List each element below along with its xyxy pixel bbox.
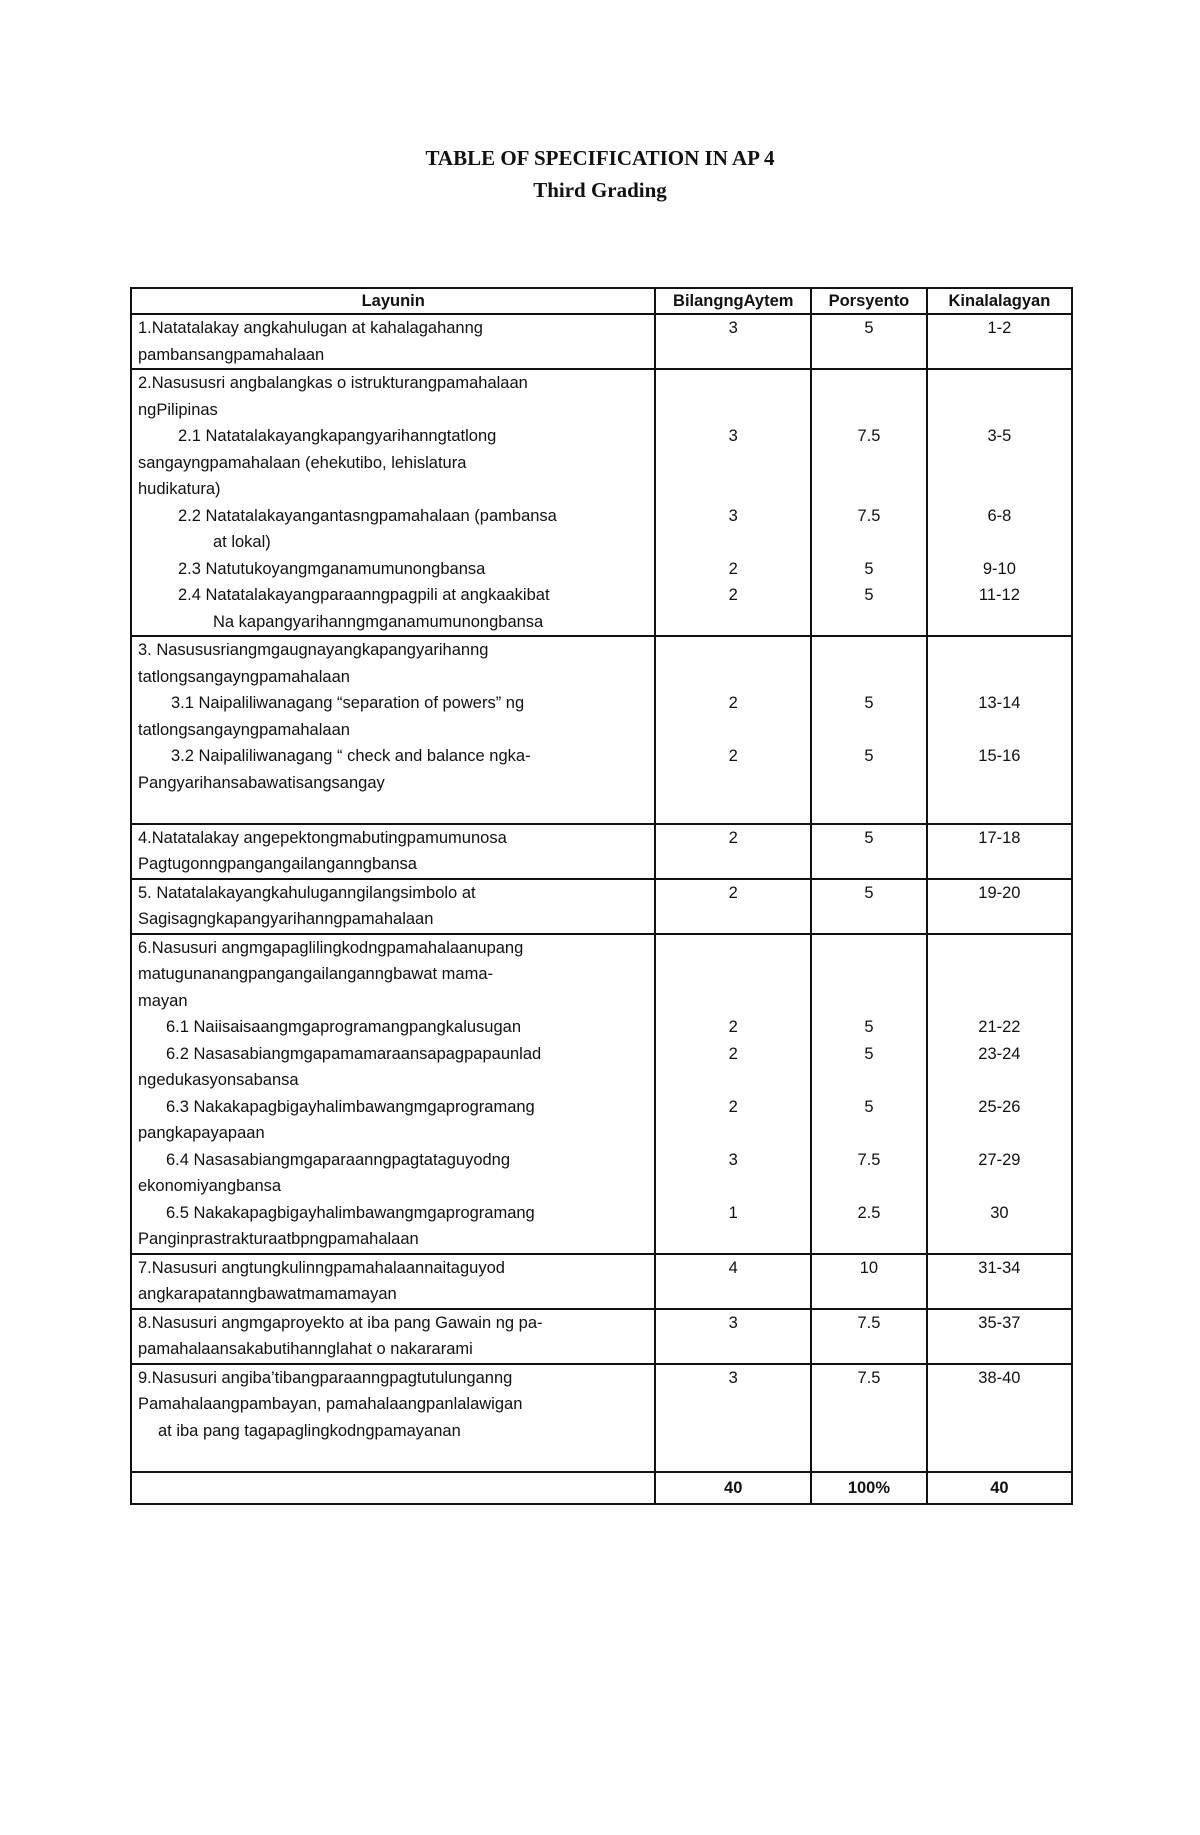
objective-line: Pagtugonngpangangailanganngbansa bbox=[138, 855, 417, 873]
percent-cell bbox=[811, 879, 927, 934]
location-cell bbox=[927, 314, 1072, 369]
objective-line: 1.Natatalakay angkahulugan at kahalagahanng bbox=[138, 319, 483, 337]
page-title: TABLE OF SPECIFICATION IN AP 4 bbox=[425, 146, 775, 170]
location-value bbox=[934, 370, 1065, 397]
objective-line: Pangyarihansabawatisangsangay bbox=[138, 773, 385, 792]
table-row bbox=[131, 636, 1072, 824]
percent-value: 5 bbox=[864, 1097, 874, 1116]
percent-value: 5 bbox=[864, 1018, 874, 1036]
objective-line: 8.Nasusuri angmgaproyekto at iba pang Gawain ng pa- bbox=[138, 1313, 543, 1332]
percent-value bbox=[818, 397, 920, 424]
location-value bbox=[934, 988, 1065, 1015]
item-count-value bbox=[662, 609, 804, 636]
objective-line: hudikatura) bbox=[138, 480, 221, 498]
location-value: 19-20 bbox=[978, 883, 1021, 902]
percent-value: 5 bbox=[864, 883, 874, 902]
location-value: 6-8 bbox=[987, 506, 1012, 525]
percent-value bbox=[818, 370, 920, 397]
percent-value bbox=[818, 935, 920, 962]
item-count-value bbox=[662, 1226, 804, 1253]
table-header-row bbox=[131, 288, 1072, 314]
location-value: 17-18 bbox=[978, 828, 1021, 847]
table-row bbox=[131, 369, 1072, 636]
item-count-cell bbox=[655, 1254, 811, 1309]
item-count-value bbox=[662, 906, 804, 933]
column-header-layunin: Layunin bbox=[131, 288, 655, 314]
item-count-value bbox=[662, 770, 804, 797]
location-value: 31-34 bbox=[978, 1258, 1021, 1277]
total-row bbox=[131, 1472, 1072, 1504]
item-count-value bbox=[662, 1173, 804, 1200]
location-value bbox=[934, 1067, 1065, 1094]
item-count-value bbox=[662, 796, 804, 823]
objective-line: Panginprastrakturaatbpngpamahalaan bbox=[138, 1230, 419, 1248]
objective-line: 3. Nasususriangmgaugnayangkapangyarihanng bbox=[138, 641, 489, 659]
location-cell bbox=[927, 1364, 1072, 1472]
location-value: 9-10 bbox=[982, 559, 1016, 578]
table-row bbox=[131, 314, 1072, 369]
objective-line: at lokal) bbox=[213, 533, 271, 551]
objective-line: 2.4 Natatalakayangparaanngpagpili at angkaakibat bbox=[178, 586, 550, 604]
percent-value bbox=[818, 1226, 920, 1253]
item-count-value: 3 bbox=[728, 1368, 738, 1387]
percent-value: 5 bbox=[864, 559, 874, 578]
item-count-value bbox=[662, 1391, 804, 1418]
objective-line: ngedukasyonsabansa bbox=[138, 1071, 299, 1089]
percent-value: 5 bbox=[864, 1044, 874, 1063]
page-subtitle: Third Grading bbox=[533, 178, 667, 202]
item-count-cell bbox=[655, 314, 811, 369]
item-count-value: 1 bbox=[728, 1203, 738, 1222]
item-count-value: 2 bbox=[728, 1018, 738, 1036]
item-count-value bbox=[662, 1067, 804, 1094]
column-header-kinalalagyan: Kinalalagyan bbox=[927, 288, 1072, 314]
table-row bbox=[131, 934, 1072, 1254]
item-count-cell bbox=[655, 934, 811, 1254]
item-count-value: 3 bbox=[728, 1150, 738, 1169]
location-value bbox=[934, 397, 1065, 424]
item-count-value bbox=[662, 397, 804, 424]
item-count-value bbox=[662, 851, 804, 878]
percent-value bbox=[818, 476, 920, 503]
objective-line: pangkapayapaan bbox=[138, 1124, 265, 1142]
objective-line: 6.Nasusuri angmgapaglilingkodngpamahalaanupang bbox=[138, 938, 524, 957]
column-header-bilang: BilangngAytem bbox=[655, 288, 811, 314]
objective-line: 2.Nasususri angbalangkas o istrukturangpamahalaan bbox=[138, 374, 528, 392]
objective-cell bbox=[131, 1364, 655, 1472]
location-value bbox=[934, 1336, 1065, 1363]
location-value: 13-14 bbox=[978, 694, 1021, 712]
objective-cell bbox=[131, 314, 655, 369]
location-value bbox=[934, 1226, 1065, 1253]
objective-line: pambansangpamahalaan bbox=[138, 345, 325, 364]
item-count-value bbox=[662, 1120, 804, 1147]
item-count-value: 3 bbox=[728, 506, 738, 525]
location-cell bbox=[927, 1254, 1072, 1309]
item-count-value: 2 bbox=[728, 747, 738, 765]
objective-line: ekonomiyangbansa bbox=[138, 1177, 282, 1195]
location-value: 38-40 bbox=[978, 1368, 1021, 1387]
location-value bbox=[934, 770, 1065, 797]
objective-line: 5. Natatalakayangkahuluganngilangsimbolo at bbox=[138, 883, 476, 902]
location-value bbox=[934, 529, 1065, 556]
item-count-value: 3 bbox=[728, 319, 738, 337]
location-value bbox=[934, 796, 1065, 823]
location-value bbox=[934, 1281, 1065, 1308]
location-cell bbox=[927, 1309, 1072, 1364]
location-value: 1-2 bbox=[987, 319, 1012, 337]
percent-value: 7.5 bbox=[857, 506, 881, 525]
objective-line: 4.Natatalakay angepektongmabutingpamumunosa bbox=[138, 828, 507, 847]
location-value bbox=[934, 717, 1065, 744]
item-count-value: 2 bbox=[728, 559, 738, 578]
percent-value bbox=[818, 770, 920, 797]
location-value bbox=[934, 1444, 1065, 1471]
location-value bbox=[934, 935, 1065, 962]
percent-value bbox=[818, 1281, 920, 1308]
percent-value: 7.5 bbox=[857, 1368, 881, 1387]
location-value bbox=[934, 961, 1065, 988]
percent-value bbox=[818, 609, 920, 636]
percent-value bbox=[818, 664, 920, 691]
location-value: 11-12 bbox=[978, 586, 1020, 604]
item-count-value bbox=[662, 988, 804, 1015]
table-row bbox=[131, 879, 1072, 934]
table-row bbox=[131, 824, 1072, 879]
item-count-value: 4 bbox=[728, 1258, 738, 1277]
percent-value bbox=[818, 1067, 920, 1094]
item-count-value: 3 bbox=[728, 1313, 738, 1332]
objective-line: 6.3 Nakakapagbigayhalimbawangmgaprogramang bbox=[166, 1097, 535, 1116]
item-count-value bbox=[662, 935, 804, 962]
percent-value bbox=[818, 529, 920, 556]
item-count-value: 2 bbox=[728, 1044, 738, 1063]
percent-value bbox=[818, 961, 920, 988]
item-count-value bbox=[662, 450, 804, 477]
column-header-porsyento: Porsyento bbox=[811, 288, 927, 314]
percent-cell bbox=[811, 1254, 927, 1309]
percent-value bbox=[818, 796, 920, 823]
percent-value bbox=[818, 1336, 920, 1363]
item-count-value: 2 bbox=[728, 828, 738, 847]
percent-value bbox=[818, 637, 920, 664]
item-count-value bbox=[662, 1444, 804, 1471]
objective-cell bbox=[131, 636, 655, 824]
location-value bbox=[934, 906, 1065, 933]
objective-line: Sagisagngkapangyarihanngpamahalaan bbox=[138, 910, 434, 928]
objective-cell bbox=[131, 879, 655, 934]
objective-line: 7.Nasusuri angtungkulinngpamahalaannaitaguyod bbox=[138, 1258, 505, 1277]
percent-value bbox=[818, 1418, 920, 1445]
total-percent: 100% bbox=[811, 1472, 927, 1504]
objective-line: 2.2 Natatalakayangantasngpamahalaan (pambansa bbox=[178, 506, 557, 525]
objective-line bbox=[138, 796, 648, 823]
objective-line: 6.4 Nasasabiangmgaparaanngpagtataguyodng bbox=[166, 1150, 511, 1169]
objective-line: tatlongsangayngpamahalaan bbox=[138, 720, 350, 739]
objective-line: 3.2 Naipaliliwanagang “ check and balance ngka- bbox=[171, 747, 531, 765]
percent-value: 5 bbox=[864, 694, 874, 712]
total-label bbox=[131, 1472, 655, 1504]
location-cell bbox=[927, 369, 1072, 636]
table-row bbox=[131, 1364, 1072, 1472]
item-count-value bbox=[662, 1281, 804, 1308]
percent-cell bbox=[811, 314, 927, 369]
location-value: 30 bbox=[990, 1203, 1009, 1222]
percent-value: 5 bbox=[864, 319, 874, 337]
location-value bbox=[934, 450, 1065, 477]
percent-cell bbox=[811, 636, 927, 824]
specification-table bbox=[130, 287, 1073, 1505]
item-count-value bbox=[662, 342, 804, 369]
objective-line: 6.5 Nakakapagbigayhalimbawangmgaprogramang bbox=[166, 1203, 535, 1222]
percent-value: 2.5 bbox=[857, 1203, 881, 1222]
percent-value bbox=[818, 1120, 920, 1147]
objective-line: 6.1 Naiisaisaangmgaprogramangpangkalusugan bbox=[166, 1018, 521, 1036]
location-cell bbox=[927, 636, 1072, 824]
item-count-cell bbox=[655, 824, 811, 879]
item-count-value: 2 bbox=[728, 586, 738, 604]
objective-line: 2.3 Natutukoyangmganamumunongbansa bbox=[178, 559, 486, 578]
location-value: 23-24 bbox=[978, 1044, 1021, 1063]
item-count-value bbox=[662, 637, 804, 664]
table-row bbox=[131, 1254, 1072, 1309]
item-count-cell bbox=[655, 1309, 811, 1364]
percent-value: 5 bbox=[864, 747, 874, 765]
percent-value bbox=[818, 1391, 920, 1418]
percent-value bbox=[818, 450, 920, 477]
location-value: 27-29 bbox=[978, 1150, 1021, 1169]
page-header bbox=[0, 142, 1200, 206]
percent-cell bbox=[811, 934, 927, 1254]
item-count-value: 2 bbox=[728, 694, 738, 712]
item-count-value bbox=[662, 961, 804, 988]
location-cell bbox=[927, 934, 1072, 1254]
objective-line: 6.2 Nasasabiangmgapamamaraansapagpapaunlad bbox=[166, 1044, 542, 1063]
item-count-value bbox=[662, 717, 804, 744]
item-count-value bbox=[662, 529, 804, 556]
location-value: 15-16 bbox=[978, 747, 1021, 765]
percent-cell bbox=[811, 1364, 927, 1472]
objective-line: angkarapatanngbawatmamamayan bbox=[138, 1285, 397, 1303]
objective-line: pamahalaansakabutihannglahat o nakararami bbox=[138, 1340, 473, 1358]
objective-line bbox=[138, 1444, 648, 1471]
location-value bbox=[934, 637, 1065, 664]
objective-line: Na kapangyarihanngmganamumunongbansa bbox=[213, 612, 544, 631]
percent-value: 7.5 bbox=[857, 1313, 881, 1332]
item-count-value bbox=[662, 1418, 804, 1445]
item-count-cell bbox=[655, 636, 811, 824]
objective-line: 9.Nasusuri angiba’tibangparaanngpagtutulunganng bbox=[138, 1368, 513, 1387]
objective-cell bbox=[131, 824, 655, 879]
percent-value bbox=[818, 988, 920, 1015]
location-value: 35-37 bbox=[978, 1313, 1021, 1332]
objective-line: ngPilipinas bbox=[138, 400, 218, 419]
percent-value: 10 bbox=[859, 1258, 879, 1277]
location-value bbox=[934, 342, 1065, 369]
location-value: 25-26 bbox=[978, 1097, 1021, 1116]
location-value bbox=[934, 476, 1065, 503]
percent-value: 5 bbox=[864, 828, 874, 847]
item-count-value bbox=[662, 664, 804, 691]
percent-cell bbox=[811, 1309, 927, 1364]
percent-value: 7.5 bbox=[857, 1150, 881, 1169]
objective-cell bbox=[131, 934, 655, 1254]
percent-value bbox=[818, 1173, 920, 1200]
item-count-value bbox=[662, 370, 804, 397]
location-value bbox=[934, 1120, 1065, 1147]
objective-cell bbox=[131, 1254, 655, 1309]
table-row bbox=[131, 1309, 1072, 1364]
location-value: 21-22 bbox=[978, 1018, 1021, 1036]
location-value bbox=[934, 851, 1065, 878]
percent-cell bbox=[811, 824, 927, 879]
item-count-value bbox=[662, 476, 804, 503]
percent-value bbox=[818, 1444, 920, 1471]
percent-value: 5 bbox=[864, 586, 874, 604]
location-cell bbox=[927, 824, 1072, 879]
item-count-value: 2 bbox=[728, 883, 738, 902]
objective-cell bbox=[131, 1309, 655, 1364]
item-count-value: 3 bbox=[728, 427, 738, 445]
percent-value bbox=[818, 851, 920, 878]
location-value bbox=[934, 609, 1065, 636]
objective-cell bbox=[131, 369, 655, 636]
item-count-cell bbox=[655, 879, 811, 934]
objective-line: 2.1 Natatalakayangkapangyarihanngtatlong bbox=[178, 427, 497, 445]
percent-cell bbox=[811, 369, 927, 636]
percent-value: 7.5 bbox=[857, 427, 881, 445]
location-value bbox=[934, 664, 1065, 691]
location-value: 3-5 bbox=[987, 427, 1012, 445]
location-value bbox=[934, 1418, 1065, 1445]
item-count-value bbox=[662, 1336, 804, 1363]
objective-line: sangayngpamahalaan (ehekutibo, lehislatura bbox=[138, 453, 467, 472]
objective-line: mayan bbox=[138, 991, 188, 1010]
percent-value bbox=[818, 342, 920, 369]
location-value bbox=[934, 1173, 1065, 1200]
objective-line: tatlongsangayngpamahalaan bbox=[138, 667, 350, 686]
location-cell bbox=[927, 879, 1072, 934]
table-body bbox=[131, 314, 1072, 1472]
total-items: 40 bbox=[655, 1472, 811, 1504]
objective-line: at iba pang tagapaglingkodngpamayanan bbox=[158, 1421, 461, 1440]
item-count-value: 2 bbox=[728, 1097, 738, 1116]
percent-value bbox=[818, 906, 920, 933]
item-count-cell bbox=[655, 1364, 811, 1472]
percent-value bbox=[818, 717, 920, 744]
objective-line: matugunanangpangangailanganngbawat mama- bbox=[138, 965, 494, 983]
location-value bbox=[934, 1391, 1065, 1418]
objective-line: 3.1 Naipaliliwanagang “separation of powers” ng bbox=[171, 694, 525, 712]
total-location: 40 bbox=[927, 1472, 1072, 1504]
item-count-cell bbox=[655, 369, 811, 636]
objective-line: Pamahalaangpambayan, pamahalaangpanlalawigan bbox=[138, 1395, 523, 1413]
